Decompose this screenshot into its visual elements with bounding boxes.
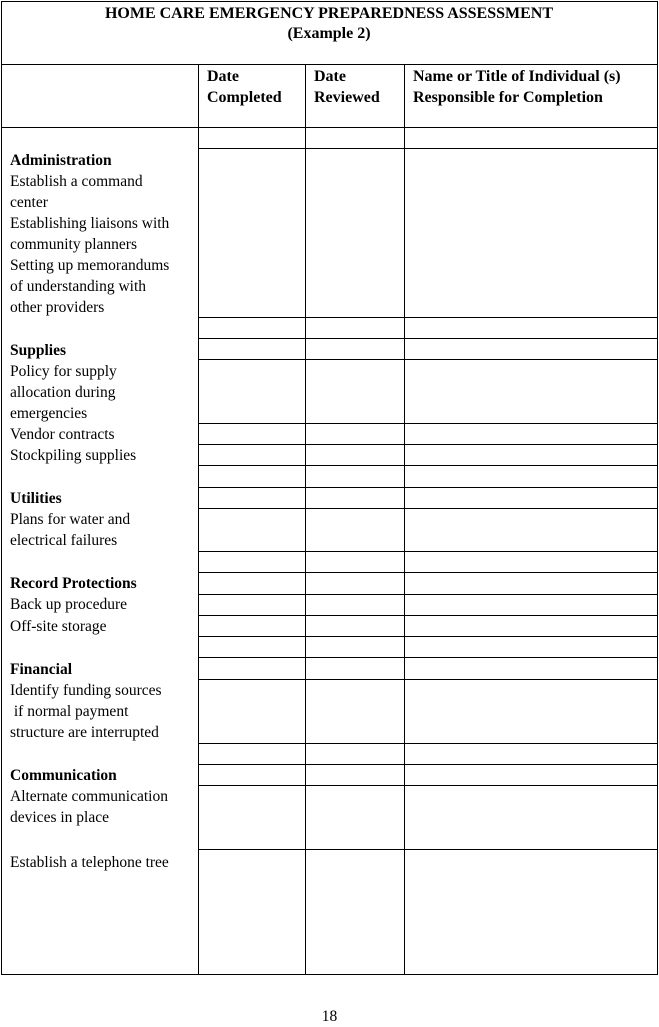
list-item: allocation during bbox=[10, 384, 116, 401]
section-heading-record-protections: Record Protections bbox=[10, 575, 137, 592]
form-title: HOME CARE EMERGENCY PREPAREDNESS ASSESSMENT bbox=[104, 5, 554, 22]
row-line bbox=[198, 317, 658, 318]
table-border-bottom bbox=[1, 974, 658, 975]
table-border-left bbox=[1, 1, 2, 975]
list-item: Establish a telephone tree bbox=[10, 854, 169, 871]
section-heading-financial: Financial bbox=[10, 661, 73, 678]
row-line bbox=[198, 849, 658, 850]
row-line bbox=[198, 657, 658, 658]
list-item: Setting up memorandums bbox=[10, 257, 170, 274]
list-item: Alternate communication bbox=[10, 788, 168, 805]
header-divider bbox=[1, 127, 658, 128]
row-line bbox=[198, 508, 658, 509]
row-line bbox=[198, 423, 658, 424]
list-item: emergencies bbox=[10, 405, 88, 422]
list-item: other providers bbox=[10, 299, 105, 316]
section-heading-communication: Communication bbox=[10, 767, 117, 784]
list-item: community planners bbox=[10, 236, 137, 253]
row-line bbox=[198, 594, 658, 595]
list-item: Identify funding sources bbox=[10, 682, 162, 699]
column-header-date-completed: Date Completed bbox=[207, 68, 282, 106]
list-item: Off-site storage bbox=[10, 618, 107, 635]
row-line bbox=[198, 785, 658, 786]
title-divider bbox=[1, 64, 658, 65]
list-item: Establish a command bbox=[10, 173, 143, 190]
list-item: devices in place bbox=[10, 809, 109, 826]
list-item: Establishing liaisons with bbox=[10, 215, 170, 232]
page-number: 18 bbox=[321, 1008, 338, 1025]
section-heading-utilities: Utilities bbox=[10, 490, 62, 507]
list-item: Stockpiling supplies bbox=[10, 447, 137, 464]
list-item: electrical failures bbox=[10, 532, 118, 549]
column-divider-2 bbox=[305, 64, 306, 975]
list-item: Policy for supply bbox=[10, 363, 117, 380]
row-line bbox=[198, 359, 658, 360]
row-line bbox=[198, 764, 658, 765]
row-line bbox=[198, 148, 658, 149]
list-item: if normal payment bbox=[10, 703, 129, 720]
row-line bbox=[198, 338, 658, 339]
row-line bbox=[198, 444, 658, 445]
table-border-top bbox=[1, 1, 658, 2]
column-header-responsible: Name or Title of Individual (s) Responsible for Completion bbox=[413, 68, 621, 106]
list-item: Back up procedure bbox=[10, 596, 128, 613]
row-line bbox=[198, 551, 658, 552]
row-line bbox=[198, 743, 658, 744]
list-item: of understanding with bbox=[10, 278, 147, 295]
column-divider-3 bbox=[404, 64, 405, 975]
row-line bbox=[198, 572, 658, 573]
form-subtitle: (Example 2) bbox=[287, 25, 371, 42]
column-header-date-reviewed: Date Reviewed bbox=[314, 68, 380, 106]
row-line bbox=[198, 636, 658, 637]
row-line bbox=[198, 679, 658, 680]
column-divider-1 bbox=[198, 64, 199, 975]
section-heading-supplies: Supplies bbox=[10, 342, 67, 359]
row-line bbox=[198, 615, 658, 616]
list-item: Plans for water and bbox=[10, 511, 131, 528]
list-item: Vendor contracts bbox=[10, 426, 115, 443]
section-heading-administration: Administration bbox=[10, 152, 112, 169]
list-item: center bbox=[10, 194, 48, 211]
row-line bbox=[198, 487, 658, 488]
row-line bbox=[198, 465, 658, 466]
list-item: structure are interrupted bbox=[10, 724, 159, 741]
